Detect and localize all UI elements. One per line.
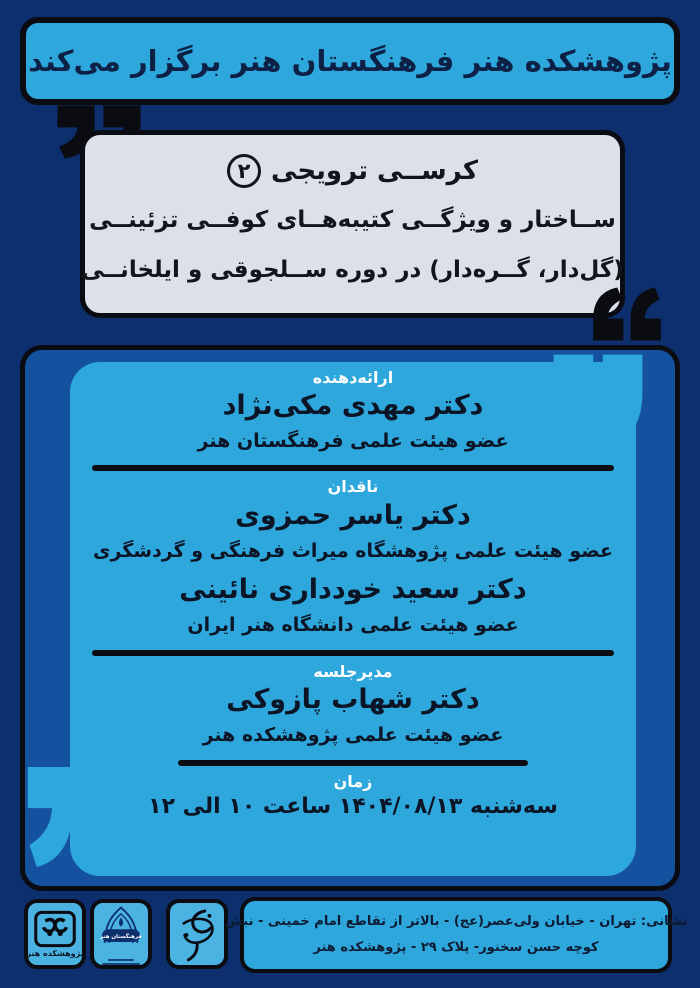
critic-1-name: دکتر یاسر حمزوی bbox=[235, 500, 471, 531]
academy-logo-caption-line bbox=[108, 959, 134, 961]
critic-1-affiliation: عضو هیئت علمی پژوهشگاه میراث فرهنگی و گردشگری bbox=[93, 540, 613, 562]
panel-quote-top-icon bbox=[552, 352, 644, 448]
section-divider bbox=[92, 465, 614, 471]
address-line-1: نشانی: تهران - خیابان ولی‌عصر(عج) - بالاتر از تقاطع امام خمینی - نبش bbox=[224, 914, 688, 929]
section-divider bbox=[178, 760, 528, 766]
moderator-affiliation: عضو هیئت علمی پژوهشکده هنر bbox=[202, 724, 504, 746]
academy-logo-tile bbox=[90, 899, 152, 969]
presenter-label: ارائه‌دهنده bbox=[312, 368, 394, 387]
academy-logo-caption-line bbox=[102, 963, 140, 965]
series-number-badge bbox=[227, 154, 261, 188]
title-line-1: ســاختار و ویژگــی کتیبه‌هــای کوفــی تزئینــی bbox=[89, 207, 616, 233]
title-line-2: (گل‌دار، گــره‌دار) در دوره ســلجوقی و ایلخانــی bbox=[81, 257, 624, 283]
institute-logo-tile bbox=[24, 899, 86, 969]
moderator-label: مدیرجلسه bbox=[313, 662, 393, 681]
section-divider bbox=[92, 650, 614, 656]
series-number: ۲ bbox=[237, 159, 251, 183]
title-card bbox=[80, 130, 625, 318]
calligraphy-logo-tile bbox=[166, 899, 228, 969]
critic-2-affiliation: عضو هیئت علمی دانشگاه هنر ایران bbox=[187, 614, 519, 636]
time-label: زمان bbox=[333, 772, 373, 791]
critic-2-name: دکتر سعید خودداری نائینی bbox=[179, 574, 527, 605]
series-title-text: کرســی ترویجی bbox=[271, 156, 478, 186]
institute-logo-icon bbox=[34, 910, 76, 948]
series-title-line bbox=[227, 147, 478, 195]
close-quote-icon bbox=[592, 286, 662, 342]
panel-quote-bottom-icon bbox=[26, 764, 130, 870]
academy-logo-icon bbox=[95, 903, 147, 957]
academy-logo-banner-text: فرهنگستان هنر bbox=[100, 933, 142, 940]
presenter-name: دکتر مهدی مکی‌نژاد bbox=[222, 390, 484, 421]
institute-logo-caption: پژوهشکده هنر bbox=[26, 949, 84, 958]
header-banner bbox=[20, 17, 680, 105]
address-box bbox=[224, 897, 688, 973]
header-announcement-text: پژوهشکده هنر فرهنگستان هنر برگزار می‌کند bbox=[28, 44, 672, 78]
critics-label: ناقدان bbox=[327, 477, 379, 496]
moderator-name: دکتر شهاب پازوکی bbox=[226, 684, 480, 715]
presenter-affiliation: عضو هیئت علمی فرهنگستان هنر bbox=[197, 430, 509, 452]
time-value: سه‌شنبه ۱۴۰۴/۰۸/۱۳ ساعت ۱۰ الی ۱۲ bbox=[148, 794, 558, 819]
address-line-2: کوچه حسن سخنور- پلاک ۲۹ - پژوهشکده هنر bbox=[313, 940, 599, 955]
calligraphy-logo-icon bbox=[174, 906, 220, 962]
